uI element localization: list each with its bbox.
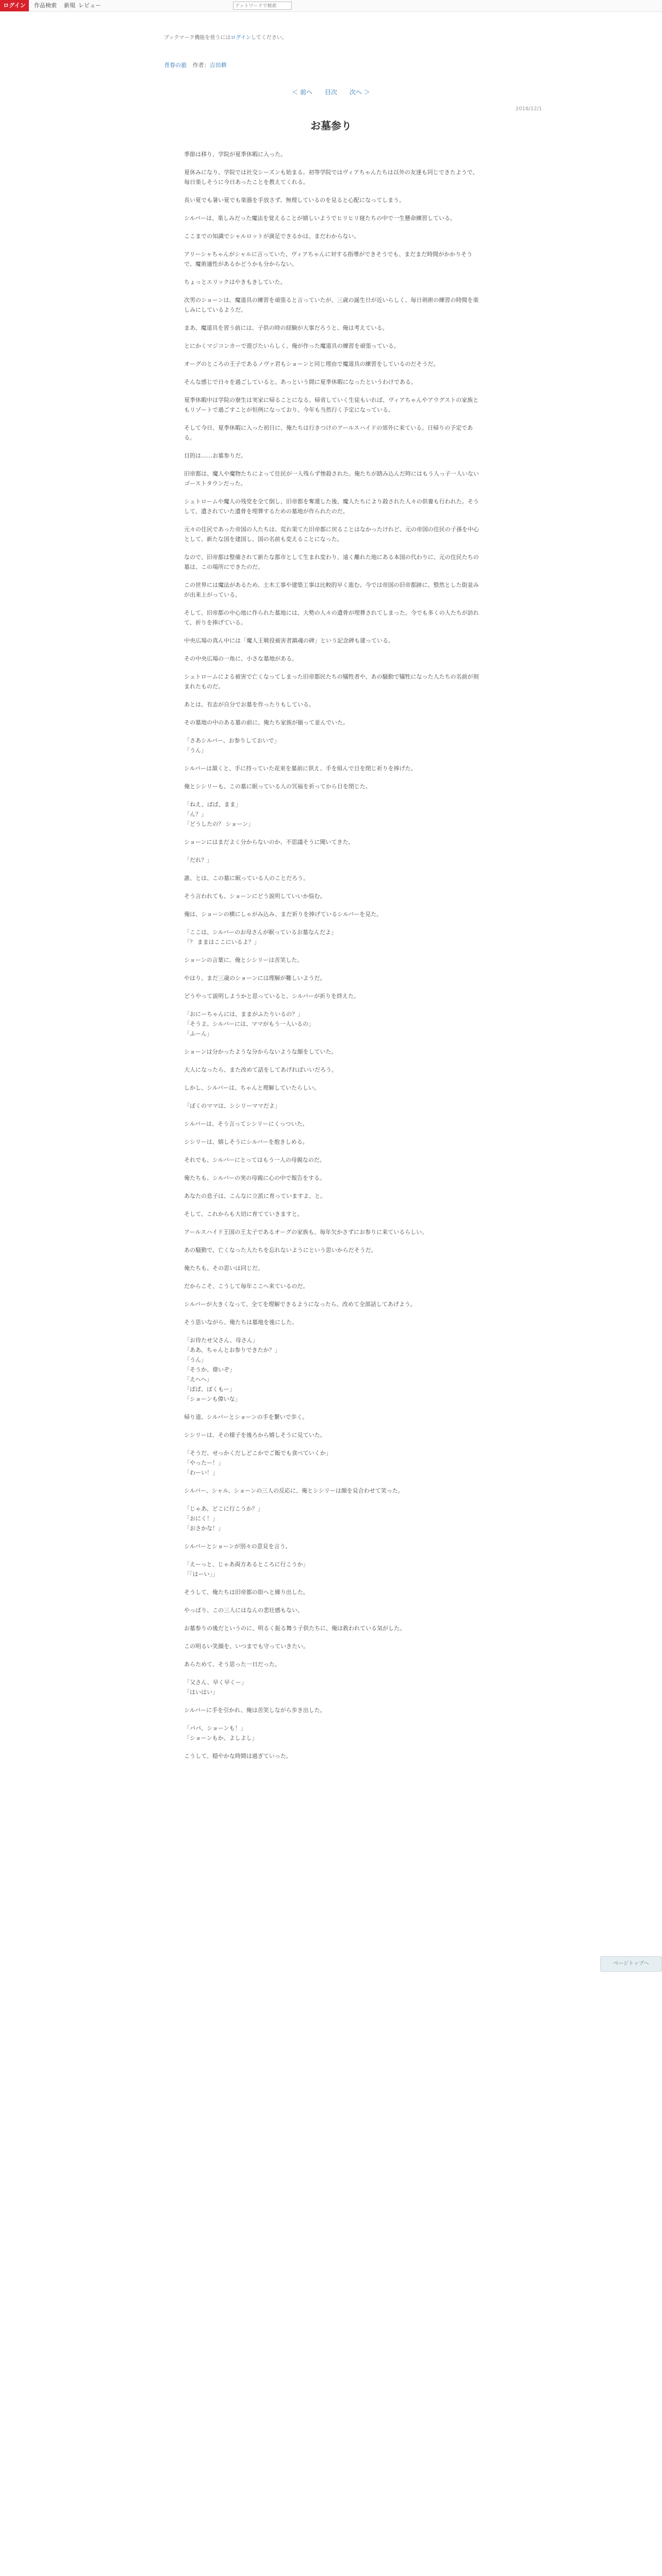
paragraph: 「おにく！」	[184, 1515, 218, 1522]
paragraph: ショーンは分かったような分からないような顔をしていた。	[184, 1048, 337, 1055]
paragraph: 「うん」	[184, 747, 207, 754]
paragraph: シルバーは頷くと、手に持っていた花束を墓前に供え、手を組んで目を閉じ祈りを捧げた。	[184, 765, 417, 772]
paragraph-block	[184, 736, 481, 755]
nav-review[interactable]: レビュー	[78, 2, 101, 9]
paragraph-block	[184, 580, 481, 600]
paragraph: アールスハイド王国の王太子であるオーグの家族も、毎年欠かさずにお参りに来ているらしい。	[184, 1229, 428, 1235]
page-top-button[interactable]: ページトップへ	[600, 1956, 662, 1972]
paragraph-block	[184, 497, 481, 516]
paragraph: 「じゃあ、どこに行こうか？」	[184, 1505, 263, 1512]
paragraph-block	[184, 1448, 481, 1478]
paragraph-block	[184, 1641, 481, 1651]
paragraph: 「ショーンもか、よしよし」	[184, 1735, 258, 1741]
paragraph: シルバーとショーンが別々の意見を言う。	[184, 1543, 291, 1550]
top-nav-bar	[0, 0, 662, 12]
paragraph: 俺は、ショーンの横にしゃがみ込み、まだ祈りを捧げているシルバーを見た。	[184, 911, 383, 918]
paragraph: 大人になったら、また改めて話をしてあげればいいだろう。	[184, 1066, 337, 1073]
paragraph-block	[184, 1101, 481, 1111]
paragraph: 「だれ？」	[184, 857, 212, 863]
paragraph: そう言われても、ショーンにどう説明していいか悩む。	[184, 893, 326, 900]
notice-text-after: してください。	[251, 35, 287, 41]
paragraph-block	[184, 654, 481, 664]
login-button[interactable]: ログイン	[0, 0, 29, 11]
paragraph-block	[184, 1281, 481, 1291]
paragraph: そんな感じで日々を過ごしていると、あっという間に夏季休暇になったというわけである。	[184, 379, 417, 385]
paragraph: あなたの息子は、こんなに立派に育っていますよ、と。	[184, 1193, 326, 1199]
paragraph: 元々の住民であった帝国の人たちは、荒れ果てた旧帝都に戻ることはなかったけれど、元の帝国の住民の子孫を中心として、新たな国を建国し、国の名前も変えることになった。	[184, 526, 479, 543]
paragraph-block	[184, 1430, 481, 1440]
paragraph: 旧帝都は、魔人や魔物たちによって住民が一人残らず惨殺された。俺たちが踏み込んだ時にはもう人っ子一人いないゴーストタウンだった。	[184, 470, 479, 487]
paragraph: 帰り道、シルバーとショーンの手を繋いで歩く。	[184, 1414, 308, 1420]
paragraph-block	[184, 195, 481, 205]
search-input[interactable]	[233, 2, 292, 10]
paragraph-block	[184, 423, 481, 443]
notice-login-link[interactable]: ログイン	[230, 35, 251, 41]
paragraph: この明るい笑顔を、いつまでも守っていきたい。	[184, 1643, 309, 1650]
login-notice	[164, 33, 287, 41]
paragraph-block	[184, 1119, 481, 1129]
paragraph-block	[184, 1705, 481, 1715]
paragraph-block	[184, 1299, 481, 1309]
paragraph: 「ああ、ちゃんとお参りできたか？」	[184, 1347, 280, 1353]
paragraph: 誰、とは、この墓に眠っている人のことだろう。	[184, 875, 309, 882]
paragraph-block	[184, 1504, 481, 1533]
paragraph-block	[184, 277, 481, 287]
paragraph-block	[184, 552, 481, 572]
paragraph-block	[184, 800, 481, 829]
paragraph: 「おさかな！」	[184, 1525, 224, 1532]
paragraph-block	[184, 1541, 481, 1551]
paragraph: 俺たちも、その思いは同じだ。	[184, 1265, 263, 1272]
paragraph-block	[184, 469, 481, 488]
paragraph: そうして、俺たちは旧帝都の街へと繰り出した。	[184, 1589, 309, 1596]
paragraph: 「ふーん」	[184, 1030, 212, 1037]
paragraph-block	[184, 837, 481, 847]
paragraph-block	[184, 1047, 481, 1057]
paragraph: 「うん」	[184, 1357, 207, 1363]
paragraph: シュトロームや魔人の残党を全て倒し、旧帝都を奪還した後、魔人たちにより殺された人々の供養も行われた。そうして、遺されていた遺骨を埋葬するための墓地が作られたのだ。	[184, 498, 479, 515]
paragraph-block	[184, 1173, 481, 1183]
paragraph-block	[184, 1227, 481, 1237]
paragraph: 「ここは、シルバーのお母さんが眠っているお墓なんだよ」	[184, 929, 337, 936]
paragraph: 次男のショーンは、魔道具の練習を頑張ると言っていたが、三歳の誕生日が近いらしく、毎日剣術の練習の時間を楽しみにしているようだ。	[184, 297, 479, 313]
paragraph-block	[184, 672, 481, 691]
paragraph: シシリーは、その様子を後ろから嬉しそうに見ていた。	[184, 1432, 326, 1438]
paragraph: 「父さん、早く早くー」	[184, 1679, 247, 1686]
paragraph: この世界には魔法があるため、土木工事や建築工事は比較的早く進む。今では帝国の旧帝都跡に、整然とした街並みが出来上がっている。	[184, 582, 479, 598]
paragraph: ショーンの言葉に、俺とシシリーは苦笑した。	[184, 957, 303, 963]
paragraph: とにかくマジコンカーで遊びたいらしく、俺が作った魔道具の練習を頑張っている。	[184, 343, 400, 349]
paragraph-block	[184, 1191, 481, 1201]
paragraph: シュトロームによる被害で亡くなってしまった旧帝都民たちの犠牲者や、あの騒動で犠牲になった人たちの名前が刻まれたものだ。	[184, 673, 479, 690]
paragraph: そう思いながら、俺たちは墓地を後にした。	[184, 1319, 297, 1326]
paragraph: ここまでの知識でシャルロットが満足できるかは、まだわからない。	[184, 233, 360, 240]
paragraph: こうして、穏やかな時間は過ぎていった。	[184, 1753, 292, 1759]
paragraph: 目的は……お墓参りだ。	[184, 452, 246, 459]
paragraph: ちょっとエリックはやきもきしていた。	[184, 279, 286, 285]
paragraph: 「ねえ、ぱぱ、まま」	[184, 801, 241, 808]
paragraph: その中央広場の一角に、小さな墓地がある。	[184, 655, 297, 662]
paragraph-block	[184, 1605, 481, 1615]
paragraph: その墓地の中のある墓の前に、俺たち家族が揃って並んでいた。	[184, 719, 349, 726]
paragraph: シルバーは、そう言ってシシリーにくっついた。	[184, 1121, 308, 1127]
paragraph: 「えへへ」	[184, 1376, 212, 1383]
paragraph: 季節は移り、学院が夏季休暇に入った。	[184, 151, 286, 158]
nav-search-works[interactable]: 作品検索	[34, 2, 57, 9]
paragraph: お墓参りの後だというのに、明るく振る舞う子供たちに、俺は救われている気がした。	[184, 1625, 405, 1632]
pager-top	[0, 88, 662, 96]
paragraph-block	[184, 891, 481, 901]
paragraph: やはり、まだ三歳のショーンには理解が難しいようだ。	[184, 975, 326, 981]
work-meta	[164, 61, 227, 69]
paragraph: 俺たちも、シルバーの実の母親に心の中で報告をする。	[184, 1175, 325, 1181]
paragraph: 「どうしたの？ ショーン」	[184, 821, 254, 827]
paragraph: そして、旧帝都の中心地に作られた墓地には、大勢の人々の遺骨が埋葬されてしまった。今でも多くの人たちが訪れて、祈りを捧げている。	[184, 609, 479, 626]
chapter-title: お墓参り	[310, 120, 352, 132]
paragraph: 「ぱぱ、ぼくもー」	[184, 1386, 235, 1393]
paragraph: 俺とシシリーも、この墓に眠っている人の冥福を祈ってから目を閉じた。	[184, 783, 371, 790]
paragraph-block	[184, 1317, 481, 1327]
paragraph-block	[184, 1009, 481, 1039]
paragraph-block	[184, 167, 481, 187]
paragraph: 「やったー！」	[184, 1460, 224, 1466]
paragraph: シルバーに手を引かれ、俺は苦笑しながら歩き出した。	[184, 1707, 326, 1714]
paragraph-block	[184, 1263, 481, 1273]
paragraph: 「？ ままはここにいるよ？」	[184, 939, 260, 945]
toc-link[interactable]: 目次	[324, 89, 337, 96]
paragraph: 「そうだ、せっかくだしどこかでご飯でも食べていくか」	[184, 1450, 332, 1456]
paragraph: 「ショーンも偉いな」	[184, 1396, 241, 1402]
paragraph-block	[184, 395, 481, 415]
paragraph-block	[184, 782, 481, 791]
paragraph-block	[184, 700, 481, 709]
paragraph: ショーンにはまだよく分からないのか、不思議そうに聞いてきた。	[184, 839, 354, 845]
paragraph: 「えーっと、じゃあ両方あるところに行こうか」	[184, 1561, 309, 1568]
paragraph: そして今日、夏季休暇に入った初日に、俺たちは行きつけのアールスハイドの郊外に来ている。日帰りの予定である。	[184, 425, 473, 441]
paragraph-block	[184, 1587, 481, 1597]
author-link[interactable]: 吉田耕	[209, 62, 227, 69]
paragraph-block	[184, 377, 481, 387]
paragraph: 「「はーい」」	[184, 1571, 218, 1578]
paragraph: そして、これからも大切に育てていきますと。	[184, 1211, 303, 1217]
paragraph: 「ん？」	[184, 811, 207, 818]
paragraph-block	[184, 855, 481, 865]
paragraph: どうやって説明しようかと思っていると、シルバーが祈りを終えた。	[184, 993, 359, 999]
paragraph-block	[184, 451, 481, 461]
author-label: 作者：	[192, 62, 210, 69]
paragraph: シルバーが大きくなって、全てを理解できるようになったら、改めて全部話してあげよう。	[184, 1301, 416, 1308]
paragraph: 夏季休暇中は学院の寮生は実家に帰ることになる。帰省していく生徒もいれば、ヴィアちゃんやアウグストの家族ともリゾートで過ごすことが恒例になっており、今年も当然行く予定になっている。	[184, 397, 479, 413]
paragraph: 「おにーちゃんには、ままがふたりいるの？」	[184, 1011, 303, 1018]
paragraph-block	[184, 991, 481, 1001]
paragraph-block	[184, 1209, 481, 1219]
paragraph: あらためて、そう思った一日だった。	[184, 1661, 280, 1668]
paragraph: アリーシャちゃんがシャルに言っていた、ヴィアちゃんに対する指導ができそうでも、まだまだ時間がかかりそうで、魔術適性があるかどうかも分からない。	[184, 251, 473, 267]
paragraph-block	[184, 1751, 481, 1761]
nav-new[interactable]: 新規	[64, 2, 75, 9]
paragraph: 「そうか、偉いぞ」	[184, 1366, 235, 1373]
paragraph: やっぱり、この三人にはなんの悲壮感もない。	[184, 1607, 303, 1614]
notice-text-before: ブックマーク機能を使うには	[164, 35, 231, 41]
paragraph-block	[184, 359, 481, 369]
paragraph-block	[184, 1335, 481, 1404]
paragraph-block	[184, 1083, 481, 1093]
paragraph: 夏休みになり、学院では社交シーズンも始まる。初等学院ではヴィアちゃんたちは以外の友達も同じできたようで、毎日楽しそうに今日あったことを教えてくれる。	[184, 169, 478, 185]
paragraph-block	[184, 1245, 481, 1255]
paragraph-block	[184, 1677, 481, 1697]
next-link[interactable]: 次へ ＞	[349, 89, 370, 96]
paragraph: それでも、シルバーにとってはもう一人の母親なのだ。	[184, 1157, 325, 1163]
chapter-body	[184, 149, 481, 1769]
paragraph-block	[184, 973, 481, 983]
paragraph-block	[184, 341, 481, 351]
paragraph-block	[184, 909, 481, 919]
paragraph: 「さあシルバー、お参りしておいで」	[184, 737, 280, 744]
paragraph: あとは、有志が自分でお墓を作ったりもしている。	[184, 701, 315, 708]
paragraph: 「ぼくのママは、シシリーママだよ」	[184, 1103, 280, 1109]
paragraph: なので、旧帝都は整備されて新たな都市として生まれ変わり、遠く離れた地にある本国の代わりに、元の住民たちの墓は、この場所にできたのだ。	[184, 554, 479, 570]
paragraph: まあ、魔道具を習う前には、子供の時の経験が大事だろうと、俺は考えている。	[184, 325, 388, 331]
paragraph: シルバーは、楽しみだった魔法を覚えることが嬉しいようでヒリヒリ寝たちの中で一生懸命練習している。	[184, 215, 456, 222]
paragraph: シシリーは、嬉しそうにシルバーを抱きしめる。	[184, 1139, 308, 1145]
paragraph: 「そうよ。シルバーには、ママがもう一人いるの」	[184, 1021, 314, 1027]
paragraph-block	[184, 1723, 481, 1743]
paragraph-block	[184, 1412, 481, 1422]
paragraph-block	[184, 295, 481, 315]
prev-link[interactable]: ＜ 前へ	[292, 89, 313, 96]
paragraph: シルバー、シャル、ショーンの三人の反応に、俺とシシリーは顔を見合わせて笑った。	[184, 1487, 404, 1494]
series-link[interactable]: 青春の旅	[164, 62, 187, 69]
paragraph-block	[184, 718, 481, 727]
paragraph-block	[184, 1486, 481, 1496]
post-date: 2018/12/1	[516, 106, 542, 112]
paragraph-block	[184, 955, 481, 965]
paragraph: 中央広場の真ん中には「魔人王戦役被害者鎮魂の碑」という記念碑も建っている。	[184, 637, 394, 644]
paragraph: だからこそ、こうして毎年ここへ来ているのだ。	[184, 1283, 309, 1290]
paragraph-block	[184, 1659, 481, 1669]
paragraph-block	[184, 149, 481, 159]
paragraph-block	[184, 231, 481, 241]
paragraph: 「お待たせ父さん、母さん」	[184, 1337, 258, 1344]
paragraph: 「はいはい」	[184, 1689, 218, 1696]
paragraph: 「パパ、ショーンも！」	[184, 1725, 246, 1732]
paragraph-block	[184, 323, 481, 333]
paragraph-block	[184, 1065, 481, 1075]
paragraph-block	[184, 249, 481, 269]
paragraph: 長い夏でも暑い夏でも楽器を手放さず、無理しているのを見ると心配になってしまう。	[184, 197, 405, 204]
paragraph: 「わーい！」	[184, 1469, 218, 1476]
paragraph: しかし、シルバーは、ちゃんと理解していたらしい。	[184, 1084, 320, 1091]
paragraph-block	[184, 636, 481, 646]
paragraph-block	[184, 1560, 481, 1579]
paragraph-block	[184, 927, 481, 947]
paragraph-block	[184, 764, 481, 773]
paragraph-block	[184, 524, 481, 544]
paragraph-block	[184, 873, 481, 883]
paragraph: オーグのところの王子であるノヴァ君もショーンと同じ理由で魔道具の練習をしているのだそうだ。	[184, 361, 439, 367]
paragraph-block	[184, 213, 481, 223]
paragraph: あの騒動で、亡くなった人たちを忘れないようにという思いからだそうだ。	[184, 1247, 377, 1253]
paragraph-block	[184, 1155, 481, 1165]
paragraph-block	[184, 608, 481, 628]
paragraph-block	[184, 1623, 481, 1633]
paragraph-block	[184, 1137, 481, 1147]
